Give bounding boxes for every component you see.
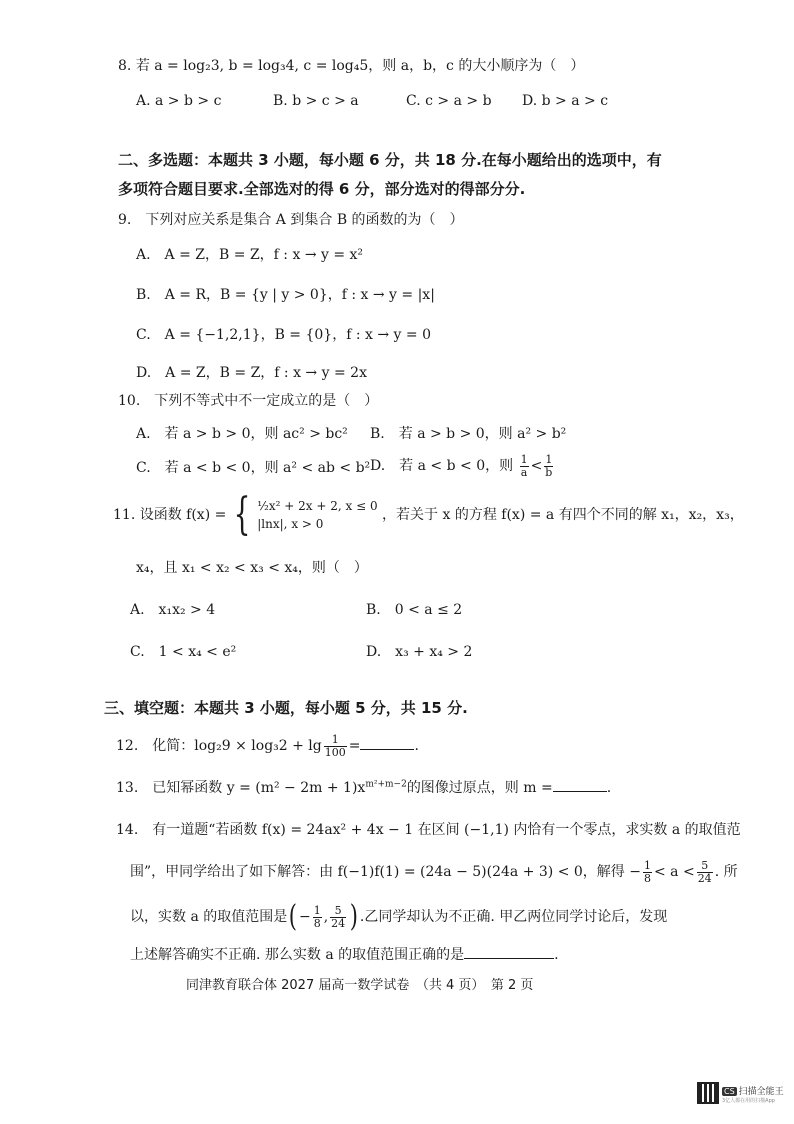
q11-option-c: C. 1 < x₄ < e² (130, 644, 237, 660)
q13: 13. 已知幂函数 $y = (m^2 - 2m + 1)x^{m^2+m-2}$的图像过原点，则 m = . (116, 779, 612, 796)
q10-d-frac-1b: $\frac{1}{b}$ (545, 452, 553, 479)
section2-heading-cont: 多项符合题目要求.全部选对的得 6 分，部分选对的得部分分. (118, 180, 526, 198)
section2-heading: 二、多选题：本题共 3 小题，每小题 6 分，共 18 分.在每小题给出的选项中，有 (118, 151, 662, 169)
q14-answer-blank[interactable] (464, 946, 554, 959)
q11-piece-2: |lnx|, x > 0 (257, 517, 324, 531)
q9-stem: 9. 下列对应关系是集合 A 到集合 B 的函数的为（ ） (118, 212, 464, 228)
q12-frac: $\frac{1}{100}$ (324, 732, 346, 759)
q8-option-a: A. a > b > c (136, 93, 222, 109)
q9-option-a: A. A = Z，B = Z，f : x → y = x² (136, 247, 364, 263)
q10-d-frac-1a: $\frac{1}{a}$ (520, 452, 528, 479)
watermark-subtext: 3亿人都在用的扫描App (722, 1098, 775, 1104)
q14-frac-b: $\frac{5}{24}$ (697, 858, 712, 885)
q10-stem: 10. 下列不等式中不一定成立的是（ ） (118, 393, 379, 409)
q8-option-d: D. b > a > c (522, 93, 609, 109)
qr-code-icon (697, 1082, 719, 1104)
q12-answer-blank[interactable] (360, 737, 414, 750)
q14-line-2: 围”，甲同学给出了如下解答：由 f(−1)f(1) = (24a − 5)(24a + 3) < 0，解得 − $\frac{1}{8}$ < a < $\frac{5}{24}$ . 所 (130, 858, 738, 885)
q8-stem-text: 若 a = log₂3, b = log₃4, c = log₄5，则 a，b，c 的大小顺序为（ ） (135, 58, 585, 74)
q8-option-c: C. c > a > b (406, 93, 492, 109)
q11-option-a: A. x₁x₂ > 4 (130, 602, 216, 618)
q11-piece-1: ½x² + 2x + 2, x ≤ 0 (257, 499, 378, 513)
q14-line-1: 14. 有一道题“若函数 f(x) = 24ax² + 4x − 1 在区间 (−1,1) 内恰有一个零点，求实数 a 的取值范 (116, 822, 741, 838)
q12: 12. 化简：log₂9 × log₃2 + lg $\frac{1}{100}$ = . (116, 732, 419, 759)
q14-frac-c: $\frac{1}{8}$ (313, 903, 321, 930)
q11-function-label: 设函数 f(x) = (139, 507, 227, 523)
q10-option-a: A. 若 a > b > 0，则 ac² > bc² (136, 426, 348, 442)
q14-frac-d: $\frac{5}{24}$ (331, 903, 346, 930)
watermark-brand: 扫描全能王 (738, 1087, 784, 1097)
q14-frac-a: $\frac{1}{8}$ (643, 858, 651, 885)
q14-line-3: 以，实数 a 的取值范围是( − $\frac{1}{8}$ , $\frac{5}{24}$ ) .乙同学却认为不正确. 甲乙两位同学讨论后，发现 (130, 899, 668, 934)
q11-option-d: D. x₃ + x₄ > 2 (366, 644, 473, 660)
q14-line-4: 上述解答确实不正确. 那么实数 a 的取值范围正确的是 . (130, 947, 559, 963)
piecewise-brace: { (233, 489, 251, 540)
q8-stem: 8. 若 a = log₂3, b = log₃4, c = log₄5，则 a，b，c 的大小顺序为（ ） (118, 58, 585, 74)
q10-option-c: C. 若 a < b < 0，则 a² < ab < b² (136, 460, 371, 476)
q11-stem-post: ，若关于 x 的方程 f(x) = a 有四个不同的解 x₁，x₂，x₃， (382, 507, 744, 523)
q13-answer-blank[interactable] (553, 779, 607, 792)
scanner-watermark (722, 1084, 784, 1104)
section3-heading: 三、填空题：本题共 3 小题，每小题 5 分，共 15 分. (104, 699, 468, 717)
q11-stem-cont: x₄，且 x₁ < x₂ < x₃ < x₄，则（ ） (136, 560, 368, 576)
camscanner-logo-icon: CS (724, 1087, 735, 1096)
q9-option-b: B. A = R，B = {y | y > 0}，f : x → y = |x| (136, 287, 435, 303)
q9-option-c: C. A = {−1,2,1}，B = {0}，f : x → y = 0 (136, 327, 431, 343)
q10-option-d: D. 若 a < b < 0，则 $\frac{1}{a}$ < $\frac{1}{b}$ (370, 452, 553, 479)
q9-option-d: D. A = Z，B = Z，f : x → y = 2x (136, 365, 367, 381)
q8-option-b: B. b > c > a (273, 93, 359, 109)
q11-option-b: B. 0 < a ≤ 2 (366, 602, 463, 618)
q11-stem: 11. 设函数 f(x) = { ½x² + 2x + 2, x ≤ 0 |lnx|, x > 0 ，若关于 x 的方程 f(x) = a 有四个不同的解 x₁，x₂，x₃， (113, 489, 744, 540)
q13-exponent: m²+m−2 (365, 779, 407, 790)
page-footer: 同津教育联合体 2027 届高一数学试卷 （共 4 页） 第 2 页 (186, 978, 534, 993)
q11-piecewise (257, 497, 377, 533)
q10-option-b: B. 若 a > b > 0，则 a² > b² (370, 426, 567, 442)
